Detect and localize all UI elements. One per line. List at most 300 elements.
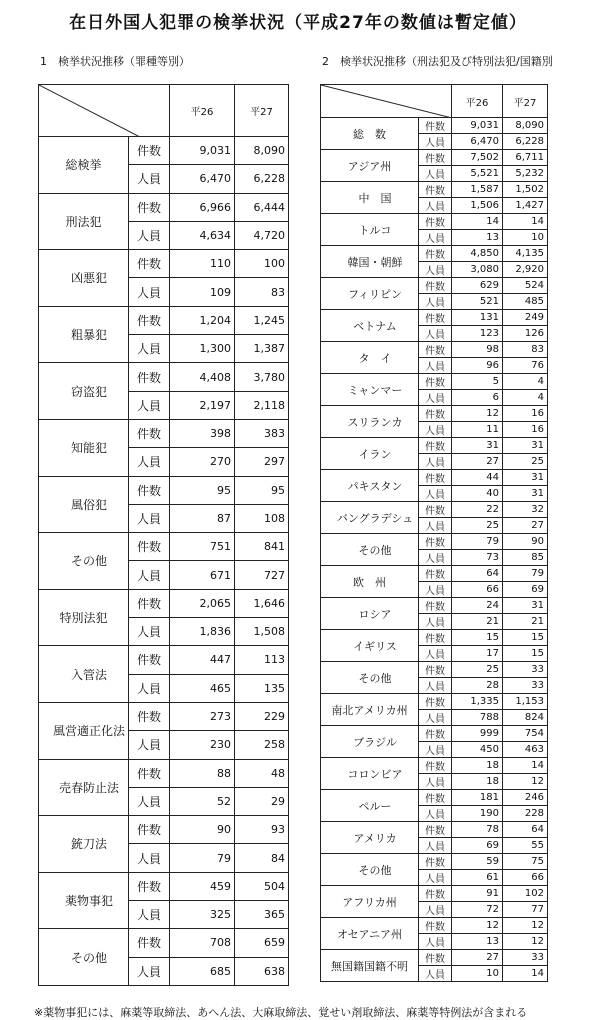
value-h27: 4,720 <box>235 221 289 249</box>
row-kind-label: 件数 <box>419 790 452 806</box>
row-kind-label: 件数 <box>419 118 452 134</box>
value-h27: 76 <box>503 358 548 374</box>
row-kind-label: 件数 <box>129 419 170 447</box>
value-h26: 21 <box>452 614 503 630</box>
value-h27: 8,090 <box>235 137 289 165</box>
table-row <box>321 246 548 262</box>
value-h26: 4,634 <box>170 221 235 249</box>
value-h27: 3,780 <box>235 363 289 391</box>
table-row <box>321 374 548 390</box>
group-label: アフリカ州 <box>321 886 419 918</box>
value-h27: 4 <box>503 390 548 406</box>
group-label: タ イ <box>321 342 419 374</box>
value-h27: 102 <box>503 886 548 902</box>
row-kind-label: 件数 <box>419 150 452 166</box>
row-kind-label: 人員 <box>419 454 452 470</box>
value-h27: 8,090 <box>503 118 548 134</box>
value-h27: 79 <box>503 566 548 582</box>
row-kind-label: 件数 <box>419 182 452 198</box>
value-h26: 190 <box>452 806 503 822</box>
value-h27: 1,387 <box>235 335 289 363</box>
value-h26: 22 <box>452 502 503 518</box>
group-label: ペルー <box>321 790 419 822</box>
right-col-h26: 平26 <box>452 85 503 118</box>
value-h27: 69 <box>503 582 548 598</box>
row-kind-label: 人員 <box>419 294 452 310</box>
table-row <box>321 534 548 550</box>
group-label: スリランカ <box>321 406 419 438</box>
group-label: その他 <box>39 533 129 590</box>
row-kind-label: 人員 <box>419 262 452 278</box>
value-h26: 25 <box>452 518 503 534</box>
table-row <box>321 918 548 934</box>
row-kind-label: 件数 <box>419 950 452 966</box>
table-row <box>39 363 289 391</box>
value-h26: 87 <box>170 504 235 532</box>
value-h27: 108 <box>235 504 289 532</box>
value-h27: 31 <box>503 438 548 454</box>
left-table <box>38 84 289 986</box>
value-h27: 4 <box>503 374 548 390</box>
value-h27: 66 <box>503 870 548 886</box>
group-label: ブラジル <box>321 726 419 758</box>
right-col-h27: 平27 <box>503 85 548 118</box>
value-h26: 79 <box>452 534 503 550</box>
value-h27: 228 <box>503 806 548 822</box>
table-row <box>321 438 548 454</box>
value-h27: 14 <box>503 214 548 230</box>
table-row <box>39 250 289 278</box>
value-h27: 27 <box>503 518 548 534</box>
group-label: 粗暴犯 <box>39 306 129 363</box>
value-h26: 18 <box>452 774 503 790</box>
table-row <box>39 137 289 165</box>
value-h27: 21 <box>503 614 548 630</box>
row-kind-label: 人員 <box>129 561 170 589</box>
value-h26: 12 <box>452 918 503 934</box>
value-h26: 230 <box>170 731 235 759</box>
group-label: その他 <box>39 929 129 986</box>
value-h27: 2,920 <box>503 262 548 278</box>
table-row <box>39 872 289 900</box>
row-kind-label: 件数 <box>419 534 452 550</box>
value-h26: 14 <box>452 214 503 230</box>
value-h27: 33 <box>503 950 548 966</box>
value-h26: 1,335 <box>452 694 503 710</box>
value-h27: 638 <box>235 957 289 985</box>
row-kind-label: 人員 <box>419 230 452 246</box>
row-kind-label: 人員 <box>129 391 170 419</box>
value-h26: 96 <box>452 358 503 374</box>
value-h26: 28 <box>452 678 503 694</box>
table-row <box>321 630 548 646</box>
row-kind-label: 件数 <box>419 598 452 614</box>
value-h26: 521 <box>452 294 503 310</box>
row-kind-label: 人員 <box>419 486 452 502</box>
row-kind-label: 件数 <box>419 502 452 518</box>
table-row <box>321 886 548 902</box>
table-row <box>321 822 548 838</box>
row-kind-label: 人員 <box>419 134 452 150</box>
row-kind-label: 件数 <box>419 246 452 262</box>
value-h26: 79 <box>170 844 235 872</box>
table-row <box>321 502 548 518</box>
row-kind-label: 人員 <box>129 165 170 193</box>
value-h27: 33 <box>503 678 548 694</box>
value-h27: 6,228 <box>503 134 548 150</box>
table-row <box>39 702 289 730</box>
value-h26: 447 <box>170 646 235 674</box>
value-h27: 365 <box>235 901 289 929</box>
row-kind-label: 人員 <box>419 550 452 566</box>
row-kind-label: 人員 <box>419 870 452 886</box>
value-h26: 1,836 <box>170 618 235 646</box>
value-h27: 504 <box>235 872 289 900</box>
group-label: 刑法犯 <box>39 193 129 250</box>
value-h26: 629 <box>452 278 503 294</box>
value-h27: 31 <box>503 486 548 502</box>
row-kind-label: 件数 <box>129 646 170 674</box>
group-label: アジア州 <box>321 150 419 182</box>
row-kind-label: 件数 <box>419 758 452 774</box>
group-label: ベトナム <box>321 310 419 342</box>
value-h26: 708 <box>170 929 235 957</box>
table-row <box>39 193 289 221</box>
group-label: オセアニア州 <box>321 918 419 950</box>
value-h27: 16 <box>503 406 548 422</box>
value-h26: 95 <box>170 476 235 504</box>
value-h27: 1,153 <box>503 694 548 710</box>
group-label: 欧 州 <box>321 566 419 598</box>
value-h26: 270 <box>170 448 235 476</box>
value-h27: 524 <box>503 278 548 294</box>
group-label: コロンビア <box>321 758 419 790</box>
value-h26: 1,300 <box>170 335 235 363</box>
row-kind-label: 人員 <box>129 335 170 363</box>
value-h27: 841 <box>235 533 289 561</box>
table-row <box>39 306 289 334</box>
group-label: ロシア <box>321 598 419 630</box>
value-h27: 229 <box>235 702 289 730</box>
value-h26: 751 <box>170 533 235 561</box>
value-h27: 48 <box>235 759 289 787</box>
value-h26: 181 <box>452 790 503 806</box>
value-h26: 6,470 <box>170 165 235 193</box>
value-h27: 64 <box>503 822 548 838</box>
value-h27: 83 <box>235 278 289 306</box>
table-row <box>321 566 548 582</box>
value-h26: 6,966 <box>170 193 235 221</box>
value-h26: 13 <box>452 230 503 246</box>
row-kind-label: 件数 <box>129 250 170 278</box>
value-h26: 5 <box>452 374 503 390</box>
value-h27: 77 <box>503 902 548 918</box>
row-kind-label: 人員 <box>129 901 170 929</box>
row-kind-label: 人員 <box>419 966 452 982</box>
table-row <box>39 589 289 617</box>
row-kind-label: 人員 <box>419 166 452 182</box>
group-label: 無国籍国籍不明 <box>321 950 419 982</box>
table-row <box>321 854 548 870</box>
left-header-corner <box>39 85 170 137</box>
value-h26: 59 <box>452 854 503 870</box>
row-kind-label: 件数 <box>129 816 170 844</box>
row-kind-label: 件数 <box>129 476 170 504</box>
value-h27: 14 <box>503 758 548 774</box>
group-label: 凶悪犯 <box>39 250 129 307</box>
group-label: 総 数 <box>321 118 419 150</box>
group-label: 韓国・朝鮮 <box>321 246 419 278</box>
row-kind-label: 件数 <box>129 363 170 391</box>
table-row <box>321 662 548 678</box>
value-h27: 25 <box>503 454 548 470</box>
group-label: 中 国 <box>321 182 419 214</box>
row-kind-label: 件数 <box>419 438 452 454</box>
row-kind-label: 人員 <box>419 710 452 726</box>
value-h27: 31 <box>503 598 548 614</box>
row-kind-label: 人員 <box>129 957 170 985</box>
row-kind-label: 人員 <box>419 614 452 630</box>
row-kind-label: 人員 <box>129 618 170 646</box>
row-kind-label: 件数 <box>419 630 452 646</box>
value-h26: 685 <box>170 957 235 985</box>
value-h26: 10 <box>452 966 503 982</box>
value-h27: 32 <box>503 502 548 518</box>
value-h26: 671 <box>170 561 235 589</box>
value-h26: 69 <box>452 838 503 854</box>
row-kind-label: 人員 <box>129 844 170 872</box>
value-h27: 84 <box>235 844 289 872</box>
group-label: 窃盗犯 <box>39 363 129 420</box>
table-row <box>39 929 289 957</box>
table-row <box>321 694 548 710</box>
value-h26: 25 <box>452 662 503 678</box>
row-kind-label: 件数 <box>419 854 452 870</box>
value-h27: 15 <box>503 646 548 662</box>
value-h26: 273 <box>170 702 235 730</box>
value-h26: 66 <box>452 582 503 598</box>
group-label: その他 <box>321 662 419 694</box>
value-h26: 788 <box>452 710 503 726</box>
value-h27: 1,427 <box>503 198 548 214</box>
table-row <box>321 150 548 166</box>
value-h26: 9,031 <box>170 137 235 165</box>
group-label: その他 <box>321 854 419 886</box>
value-h26: 398 <box>170 419 235 447</box>
table-row <box>39 816 289 844</box>
value-h27: 83 <box>503 342 548 358</box>
row-kind-label: 件数 <box>419 918 452 934</box>
row-kind-label: 人員 <box>419 422 452 438</box>
value-h26: 31 <box>452 438 503 454</box>
value-h26: 72 <box>452 902 503 918</box>
row-kind-label: 件数 <box>419 374 452 390</box>
row-kind-label: 人員 <box>419 518 452 534</box>
table-row <box>321 182 548 198</box>
row-kind-label: 件数 <box>129 137 170 165</box>
row-kind-label: 人員 <box>129 504 170 532</box>
value-h26: 459 <box>170 872 235 900</box>
table-row <box>321 214 548 230</box>
value-h26: 98 <box>452 342 503 358</box>
value-h26: 3,080 <box>452 262 503 278</box>
table-row <box>321 278 548 294</box>
table-row <box>321 342 548 358</box>
value-h26: 110 <box>170 250 235 278</box>
row-kind-label: 件数 <box>129 306 170 334</box>
value-h27: 12 <box>503 934 548 950</box>
value-h27: 249 <box>503 310 548 326</box>
row-kind-label: 人員 <box>419 358 452 374</box>
right-header-corner <box>321 85 452 118</box>
group-label: 薬物事犯 <box>39 872 129 929</box>
value-h26: 4,850 <box>452 246 503 262</box>
value-h27: 1,245 <box>235 306 289 334</box>
value-h27: 75 <box>503 854 548 870</box>
left-table-subtitle: 1 検挙状況推移（罪種等別） <box>40 55 190 68</box>
value-h27: 824 <box>503 710 548 726</box>
value-h26: 18 <box>452 758 503 774</box>
table-row <box>321 118 548 134</box>
value-h26: 131 <box>452 310 503 326</box>
value-h26: 27 <box>452 950 503 966</box>
value-h26: 325 <box>170 901 235 929</box>
value-h27: 5,232 <box>503 166 548 182</box>
row-kind-label: 件数 <box>419 278 452 294</box>
value-h27: 15 <box>503 630 548 646</box>
value-h27: 383 <box>235 419 289 447</box>
value-h26: 109 <box>170 278 235 306</box>
row-kind-label: 人員 <box>419 806 452 822</box>
table-row <box>39 759 289 787</box>
row-kind-label: 人員 <box>129 221 170 249</box>
value-h26: 12 <box>452 406 503 422</box>
table-row <box>321 950 548 966</box>
value-h26: 44 <box>452 470 503 486</box>
row-kind-label: 件数 <box>129 533 170 561</box>
group-label: バングラデシュ <box>321 502 419 534</box>
row-kind-label: 人員 <box>419 902 452 918</box>
left-col-h27: 平27 <box>235 85 289 137</box>
value-h26: 73 <box>452 550 503 566</box>
row-kind-label: 人員 <box>129 731 170 759</box>
value-h26: 1,506 <box>452 198 503 214</box>
row-kind-label: 件数 <box>419 342 452 358</box>
value-h26: 1,587 <box>452 182 503 198</box>
group-label: パキスタン <box>321 470 419 502</box>
value-h26: 52 <box>170 787 235 815</box>
value-h27: 85 <box>503 550 548 566</box>
value-h26: 7,502 <box>452 150 503 166</box>
value-h26: 91 <box>452 886 503 902</box>
table-row <box>39 476 289 504</box>
row-kind-label: 人員 <box>419 390 452 406</box>
row-kind-label: 件数 <box>129 759 170 787</box>
group-label: アメリカ <box>321 822 419 854</box>
row-kind-label: 件数 <box>129 589 170 617</box>
group-label: 入管法 <box>39 646 129 703</box>
value-h27: 2,118 <box>235 391 289 419</box>
row-kind-label: 件数 <box>419 822 452 838</box>
row-kind-label: 件数 <box>129 929 170 957</box>
value-h27: 258 <box>235 731 289 759</box>
value-h26: 17 <box>452 646 503 662</box>
table-row <box>39 419 289 447</box>
row-kind-label: 件数 <box>129 702 170 730</box>
value-h26: 27 <box>452 454 503 470</box>
row-kind-label: 人員 <box>419 326 452 342</box>
row-kind-label: 人員 <box>419 198 452 214</box>
row-kind-label: 人員 <box>129 448 170 476</box>
table-row <box>321 598 548 614</box>
row-kind-label: 人員 <box>419 838 452 854</box>
value-h26: 465 <box>170 674 235 702</box>
group-label: イギリス <box>321 630 419 662</box>
value-h26: 123 <box>452 326 503 342</box>
row-kind-label: 件数 <box>129 872 170 900</box>
group-label: 風営適正化法 <box>39 702 129 759</box>
value-h27: 14 <box>503 966 548 982</box>
value-h26: 88 <box>170 759 235 787</box>
row-kind-label: 人員 <box>129 278 170 306</box>
value-h27: 12 <box>503 918 548 934</box>
table-row <box>321 470 548 486</box>
table-row <box>321 758 548 774</box>
value-h26: 24 <box>452 598 503 614</box>
value-h27: 246 <box>503 790 548 806</box>
value-h27: 135 <box>235 674 289 702</box>
value-h26: 90 <box>170 816 235 844</box>
row-kind-label: 件数 <box>419 886 452 902</box>
value-h27: 1,646 <box>235 589 289 617</box>
value-h27: 297 <box>235 448 289 476</box>
value-h26: 4,408 <box>170 363 235 391</box>
value-h27: 1,508 <box>235 618 289 646</box>
value-h27: 6,444 <box>235 193 289 221</box>
value-h26: 6,470 <box>452 134 503 150</box>
row-kind-label: 件数 <box>419 310 452 326</box>
row-kind-label: 人員 <box>419 646 452 662</box>
value-h26: 13 <box>452 934 503 950</box>
group-label: その他 <box>321 534 419 566</box>
value-h27: 6,711 <box>503 150 548 166</box>
value-h27: 55 <box>503 838 548 854</box>
row-kind-label: 件数 <box>129 193 170 221</box>
value-h26: 64 <box>452 566 503 582</box>
value-h27: 1,502 <box>503 182 548 198</box>
row-kind-label: 人員 <box>419 774 452 790</box>
row-kind-label: 件数 <box>419 470 452 486</box>
group-label: フィリピン <box>321 278 419 310</box>
right-table <box>320 84 548 982</box>
value-h27: 33 <box>503 662 548 678</box>
value-h26: 61 <box>452 870 503 886</box>
left-col-h26: 平26 <box>170 85 235 137</box>
row-kind-label: 件数 <box>419 566 452 582</box>
table-row <box>39 646 289 674</box>
value-h26: 40 <box>452 486 503 502</box>
row-kind-label: 人員 <box>419 582 452 598</box>
value-h26: 6 <box>452 390 503 406</box>
value-h27: 659 <box>235 929 289 957</box>
row-kind-label: 人員 <box>129 674 170 702</box>
value-h27: 12 <box>503 774 548 790</box>
footnote: ※薬物事犯には、麻薬等取締法、あへん法、大麻取締法、覚せい剤取締法、麻薬等特例法が含まれる <box>34 1006 528 1019</box>
group-label: 銃刀法 <box>39 816 129 873</box>
value-h26: 15 <box>452 630 503 646</box>
row-kind-label: 件数 <box>419 662 452 678</box>
value-h26: 9,031 <box>452 118 503 134</box>
